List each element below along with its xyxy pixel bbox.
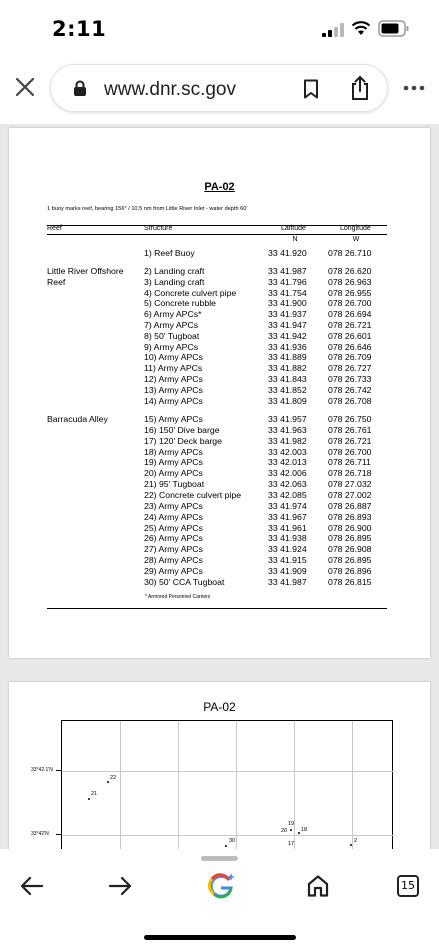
latitude-cell: 33 41.937 — [268, 309, 307, 320]
back-icon[interactable] — [20, 876, 44, 896]
structure-cell: 30) 50' CCA Tugboat — [144, 576, 225, 587]
latitude-cell: 33 41.947 — [268, 320, 307, 330]
latitude-cell: 33 41.974 — [268, 500, 307, 511]
map-point — [290, 829, 292, 831]
document-viewport[interactable] — [0, 124, 439, 849]
longitude-cell: 078 26.710 — [328, 248, 372, 258]
map-point-label: 2 — [354, 838, 358, 844]
map-point-label: 20 — [281, 828, 288, 834]
structure-cell: 1) Reef Buoy — [144, 248, 195, 258]
longitude-cell: 078 26.601 — [328, 330, 372, 341]
latitude-cell: 33 41.957 — [268, 414, 307, 424]
reef-group-line: Little River Offshore — [47, 266, 124, 276]
forward-icon[interactable] — [108, 876, 132, 896]
structure-cell: 26) Army APCs — [144, 533, 203, 544]
longitude-cell: 078 26.718 — [328, 468, 372, 479]
browser-toolbar — [0, 849, 439, 950]
table-rule-bottom — [47, 608, 387, 609]
status-bar — [0, 0, 439, 58]
structure-cell: 3) Landing craft — [144, 276, 205, 287]
latitude-cell: 33 41.909 — [268, 565, 307, 576]
structure-cell: 10) Army APCs — [144, 352, 203, 363]
latitude-cell: 33 41.920 — [268, 248, 307, 258]
latitude-cell: 33 41.754 — [268, 287, 307, 298]
structure-cell: 23) Army APCs — [144, 500, 203, 511]
longitude-cell: 078 26.761 — [328, 424, 372, 435]
latitude-cell: 33 41.938 — [268, 533, 307, 544]
address-bar[interactable] — [50, 64, 388, 112]
structure-cell: 21) 95' Tugboat — [144, 479, 205, 490]
structure-cell: 7) Army APCs — [144, 320, 199, 330]
longitude-cell: 078 26.733 — [328, 374, 372, 384]
bookmark-icon[interactable] — [303, 79, 319, 99]
longitude-cell: 078 26.887 — [328, 500, 372, 511]
map-title: PA-02 — [203, 700, 236, 714]
map-point-label: 18 — [301, 827, 308, 833]
latitude-cell: 33 41.843 — [268, 374, 307, 384]
share-icon[interactable] — [349, 75, 371, 101]
structure-cell: 22) Concrete culvert pipe — [144, 489, 242, 500]
latitude-cell: 33 41.942 — [268, 330, 307, 341]
longitude-cell: 078 27.002 — [328, 489, 372, 500]
structure-cell: 20) Army APCs — [144, 468, 203, 479]
latitude-cell: 33 41.900 — [268, 298, 307, 309]
longitude-cell: 078 26.708 — [328, 395, 372, 406]
more-icon[interactable] — [403, 84, 425, 92]
table-rule-top — [47, 225, 387, 226]
lat-label: 33°42.1'N — [31, 767, 53, 773]
map-gridline — [178, 721, 179, 849]
longitude-cell: 078 26.895 — [328, 533, 372, 544]
lock-icon — [73, 80, 87, 97]
map-gridline — [62, 835, 394, 836]
url-text: www.dnr.sc.gov — [104, 79, 236, 100]
longitude-cell: 078 26.711 — [328, 457, 371, 468]
map-point — [350, 844, 352, 846]
structure-cell: 12) Army APCs — [144, 374, 203, 384]
structure-cell: 5) Concrete rubble — [144, 298, 216, 309]
longitude-cell: 078 26.750 — [328, 414, 372, 424]
longitude-cell: 078 26.694 — [328, 309, 372, 320]
longitude-cell: 078 27.032 — [328, 479, 372, 490]
longitude-cell: 078 26.700 — [328, 446, 372, 457]
pdf-page-2 — [9, 682, 430, 849]
latitude-cell: 33 41.982 — [268, 435, 307, 446]
longitude-cell: 078 26.896 — [328, 565, 372, 576]
longitude-cell: 078 26.709 — [328, 352, 372, 363]
drag-handle[interactable] — [201, 856, 238, 861]
longitude-cell: 078 26.646 — [328, 341, 372, 352]
longitude-cell: 078 26.700 — [328, 298, 372, 309]
header-latitude: Latitude — [281, 225, 306, 232]
map-point-label: 22 — [110, 775, 117, 781]
structure-cell: 25) Army APCs — [144, 522, 203, 533]
latitude-cell: 33 41.796 — [268, 276, 307, 287]
longitude-cell: 078 26.900 — [328, 522, 372, 533]
structure-cell: 14) Army APCs — [144, 395, 203, 406]
map-point-label: 21 — [91, 791, 98, 797]
structure-cell: 17) 120' Deck barge — [144, 435, 222, 446]
map-point-label: 19 — [288, 821, 295, 827]
latitude-cell: 33 41.936 — [268, 341, 307, 352]
browser-address-row — [0, 60, 439, 116]
latitude-cell: 33 41.963 — [268, 424, 307, 435]
table-rule-header — [47, 234, 387, 235]
structure-cell: 19) Army APCs — [144, 457, 203, 468]
reef-group-label — [47, 414, 108, 425]
structure-cell: 4) Concrete culvert pipe — [144, 287, 237, 298]
structure-cell: 24) Army APCs — [144, 511, 203, 522]
wifi-icon — [351, 20, 371, 36]
google-lens-icon[interactable] — [206, 871, 236, 901]
reef-map — [61, 720, 393, 849]
cellular-signal-icon — [322, 23, 344, 37]
header-lon-dir: W — [352, 236, 360, 243]
latitude-cell: 33 42.003 — [268, 446, 307, 457]
tab-switcher-button[interactable]: 15 — [397, 875, 419, 897]
reef-group-label — [47, 266, 124, 288]
longitude-cell: 078 26.721 — [328, 435, 372, 446]
map-point-label: 17 — [288, 841, 295, 847]
latitude-cell: 33 41.987 — [268, 576, 307, 587]
structure-cell: 13) Army APCs — [144, 384, 203, 395]
latitude-cell: 33 41.915 — [268, 555, 307, 566]
structure-cell: 16) 150' Dive barge — [144, 424, 220, 435]
latitude-cell: 33 42.013 — [268, 457, 307, 468]
latitude-cell: 33 41.987 — [268, 266, 307, 276]
reef-note: 1 buoy marks reef, bearing 156° / 10.5 nm from Little River Inlet - water depth 60' — [47, 206, 248, 212]
map-gridline — [236, 721, 237, 849]
lat-label: 33°42'N — [31, 831, 49, 837]
latitude-cell: 33 41.967 — [268, 511, 307, 522]
page-title: PA-02 — [204, 181, 235, 193]
latitude-cell: 33 42.085 — [268, 489, 307, 500]
map-gridline — [62, 771, 394, 772]
latitude-cell: 33 41.852 — [268, 384, 307, 395]
latitude-cell: 33 41.882 — [268, 363, 307, 374]
latitude-cell: 33 41.961 — [268, 522, 307, 533]
header-longitude: Longitude — [340, 225, 371, 232]
structure-cell: 6) Army APCs* — [144, 309, 202, 320]
map-point — [107, 781, 109, 783]
longitude-cell: 078 26.815 — [328, 576, 372, 587]
structure-cell: 18) Army APCs — [144, 446, 203, 457]
latitude-cell: 33 42.063 — [268, 479, 307, 490]
reef-group-line: Barracuda Alley — [47, 414, 108, 424]
structure-cell: 27) Army APCs — [144, 544, 203, 555]
footnote: * Armored Personnel Carriers — [145, 594, 211, 600]
structure-cell: 29) Army APCs — [144, 565, 203, 576]
map-point-label: 30 — [229, 838, 236, 844]
longitude-cell: 078 26.742 — [328, 384, 372, 395]
map-gridline — [120, 721, 121, 849]
clock: 2:11 — [52, 17, 107, 41]
header-reef: Reef — [47, 225, 62, 232]
map-gridline — [352, 721, 353, 849]
longitude-cell: 078 26.727 — [328, 363, 372, 374]
structure-cell: 8) 50' Tugboat — [144, 330, 200, 341]
structure-cell: 15) Army APCs — [144, 414, 203, 424]
structure-cell: 2) Landing craft — [144, 266, 205, 276]
latitude-cell: 33 41.809 — [268, 395, 307, 406]
map-point — [225, 845, 227, 847]
longitude-cell: 078 26.955 — [328, 287, 372, 298]
home-indicator[interactable] — [144, 935, 296, 940]
pdf-page-1 — [9, 128, 430, 658]
longitude-cell: 078 26.893 — [328, 511, 372, 522]
structure-cell: 11) Army APCs — [144, 363, 203, 374]
home-icon[interactable] — [306, 874, 330, 898]
longitude-cell: 078 26.908 — [328, 544, 372, 555]
latitude-cell: 33 41.924 — [268, 544, 307, 555]
longitude-cell: 078 26.963 — [328, 276, 372, 287]
header-structure: Structure — [144, 225, 173, 232]
longitude-cell: 078 26.895 — [328, 555, 372, 566]
map-point — [298, 832, 300, 834]
latitude-cell: 33 41.889 — [268, 352, 307, 363]
reef-group-line: Reef — [47, 276, 66, 287]
battery-icon — [378, 20, 410, 37]
map-point — [88, 798, 90, 800]
structure-cell: 28) Army APCs — [144, 555, 203, 566]
longitude-cell: 078 26.721 — [328, 320, 372, 330]
close-icon[interactable] — [14, 76, 36, 98]
longitude-cell: 078 26.620 — [328, 266, 372, 276]
map-gridline — [294, 721, 295, 849]
header-lat-dir: N — [292, 236, 298, 243]
latitude-cell: 33 42.006 — [268, 468, 307, 479]
structure-cell: 9) Army APCs — [144, 341, 199, 352]
